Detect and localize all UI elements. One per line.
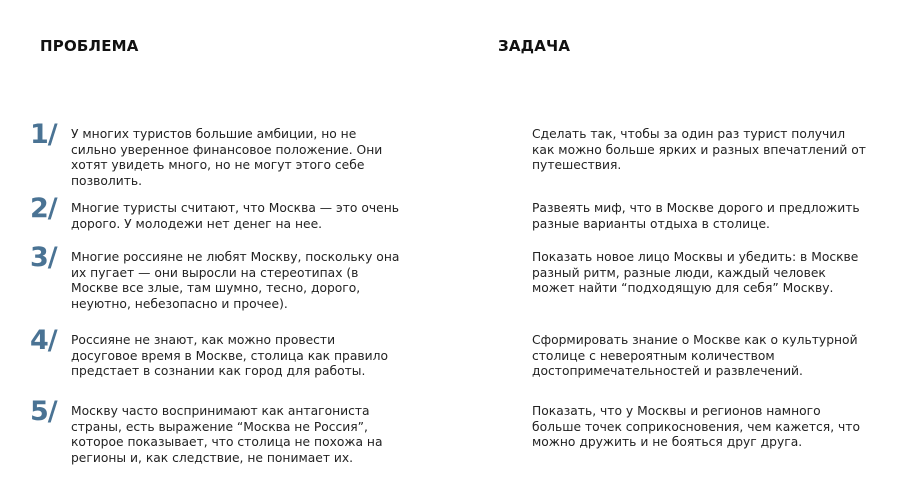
problem-text: Многие россияне не любят Москву, поскольку она их пугает — они выросли на стереотипах (в Москве все злые, там шумно, тесно, дорого, неуютно, небезопасно и прочее). <box>71 250 400 311</box>
item-number: 1/ <box>30 119 57 150</box>
problem-text: Москву часто воспринимают как антагониста страны, есть выражение “Москва не Россия”, которое показывает, что столица не похожа на регионы и, как следствие, не понимает их. <box>71 404 383 465</box>
problem-text: Многие туристы считают, что Москва — это очень дорого. У молодежи нет денег на нее. <box>71 201 399 231</box>
item-number: 5/ <box>30 396 57 427</box>
task-text: Сформировать знание о Москве как о культурной столице с невероятным количеством достопримечательностей и развлечений. <box>532 333 858 378</box>
problem-text: У многих туристов большие амбиции, но не сильно уверенное финансовое положение. Они хотят увидеть много, но не могут этого себе позволить. <box>71 127 383 188</box>
item-number: 2/ <box>30 193 57 224</box>
task-text: Сделать так, чтобы за один раз турист получил как можно больше ярких и разных впечатлений от путешествия. <box>532 127 866 172</box>
task-text: Показать новое лицо Москвы и убедить: в Москве разный ритм, разные люди, каждый человек может найти “подходящую для себя” Москву. <box>532 250 859 295</box>
problem-text: Россияне не знают, как можно провести досуговое время в Москве, столица как правило предстает в сознании как город для работы. <box>71 333 389 378</box>
task-text: Развеять миф, что в Москве дорого и предложить разные варианты отдыха в столице. <box>532 201 860 231</box>
problem-column-title: ПРОБЛЕМА <box>40 37 139 55</box>
task-column-title: ЗАДАЧА <box>498 37 571 55</box>
task-text: Показать, что у Москвы и регионов намного больше точек соприкосновения, чем кажется, что можно дружить и не бояться друг друга. <box>532 404 860 449</box>
item-number: 3/ <box>30 242 57 273</box>
item-number: 4/ <box>30 325 57 356</box>
